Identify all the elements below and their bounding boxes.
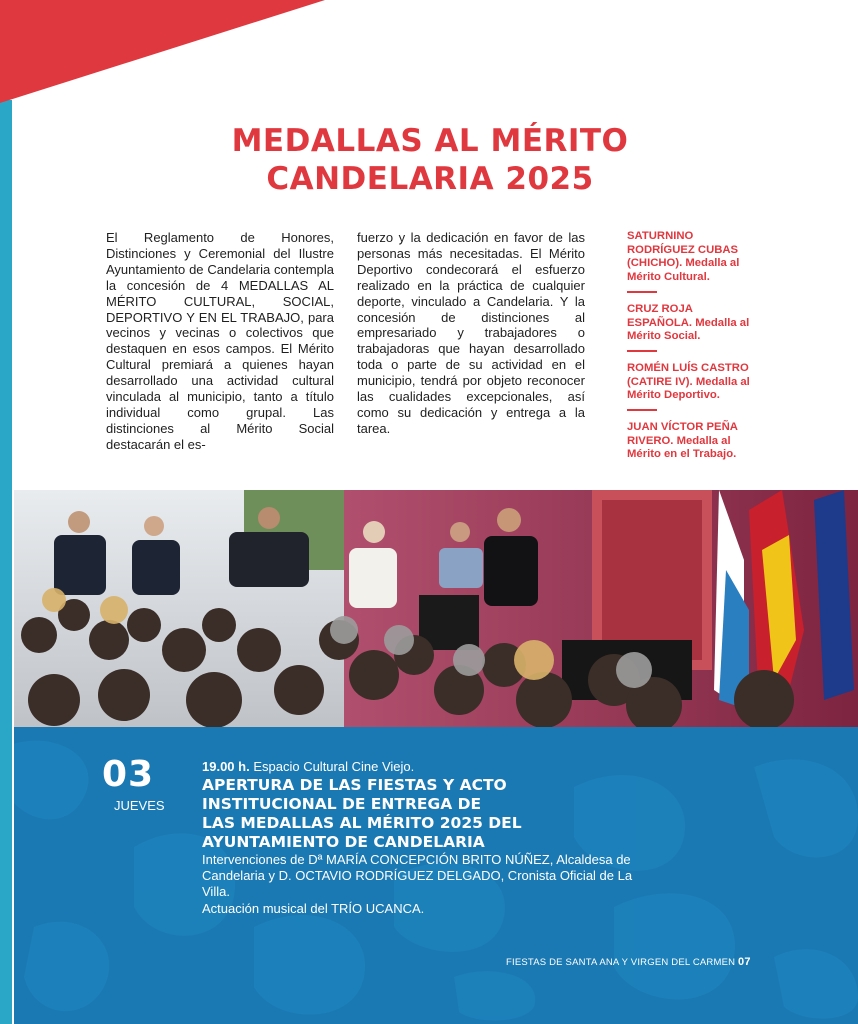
award-item: CRUZ ROJA ESPAÑOLA. Medalla al Mérito Social.: [627, 302, 750, 343]
body-column-2: fuerzo y la dedicación en favor de las personas más necesitadas. El Mérito Deportivo condecorará el esfuerzo realizado en la práctica de cualquier deporte, vinculado a Candelaria. Y la concesión de distinciones al empresariado y trabajadores o trabajadoras que hayan desarrollado toda o parte de su actividad en el municipio, tendrá por objeto reconocer las cualidades excepcionales, así como su dedicación y entrega a la tarea.: [357, 230, 585, 436]
title-line-1: MEDALLAS AL MÉRITO: [231, 123, 629, 159]
event-time: 19.00 h.: [202, 759, 250, 774]
event-venue: Espacio Cultural Cine Viejo.: [253, 759, 415, 774]
event-title-line: LAS MEDALLAS AL MÉRITO 2025 DEL: [202, 814, 522, 832]
event-description: Intervenciones de Dª MARÍA CONCEPCIÓN BRITO NÚÑEZ, Alcaldesa de Candelaria y D. OCTAVIO RODRÍGUEZ DELGADO, Cronista Oficial de La Villa.: [202, 852, 633, 899]
body-column-1: El Reglamento de Honores, Distinciones y Ceremonial del Ilustre Ayuntamiento de Candelaria contempla la concesión de 4 MEDALLAS AL MÉRITO CULTURAL, SOCIAL, DEPORTIVO Y EN EL TRABAJO, para vecinos y vecinas o colectivos que destaquen en esos campos. El Mérito Cultural premiará a quienes hayan desarrollado una actividad cultural vinculada al municipio, tanto a título individual como grupal. Las distinciones al Mérito Social destacarán el es-: [106, 230, 334, 452]
event-day-number: 03: [102, 754, 155, 795]
page-number: 07: [738, 956, 751, 968]
award-item: ROMÉN LUÍS CASTRO (CATIRE IV). Medalla al Mérito Deportivo.: [627, 361, 750, 402]
event-title-line: AYUNTAMIENTO DE CANDELARIA: [202, 833, 485, 851]
event-time-venue: [202, 759, 414, 774]
page-footer: [506, 956, 751, 968]
event-day-name: JUEVES: [114, 798, 165, 813]
title-line-2: CANDELARIA 2025: [266, 161, 594, 197]
event-title-line: APERTURA DE LAS FIESTAS Y ACTO: [202, 776, 507, 794]
page-title: [150, 122, 710, 198]
ceremony-photo: [14, 490, 858, 727]
award-item: JUAN VÍCTOR PEÑA RIVERO. Medalla al Mérito en el Trabajo.: [627, 421, 738, 461]
event-title: [202, 776, 622, 852]
event-music: Actuación musical del TRÍO UCANCA.: [202, 901, 425, 916]
footer-text: FIESTAS DE SANTA ANA Y VIRGEN DEL CARMEN: [506, 957, 736, 968]
award-divider: [627, 291, 657, 293]
award-divider: [627, 350, 657, 352]
event-title-line: INSTITUCIONAL DE ENTREGA DE: [202, 795, 482, 813]
left-color-strip: [0, 100, 12, 1024]
award-divider: [627, 409, 657, 411]
awards-list: [627, 230, 757, 462]
award-item: SATURNINO RODRÍGUEZ CUBAS (CHICHO). Medalla al Mérito Cultural.: [627, 230, 740, 284]
corner-red-shape: [0, 0, 330, 105]
